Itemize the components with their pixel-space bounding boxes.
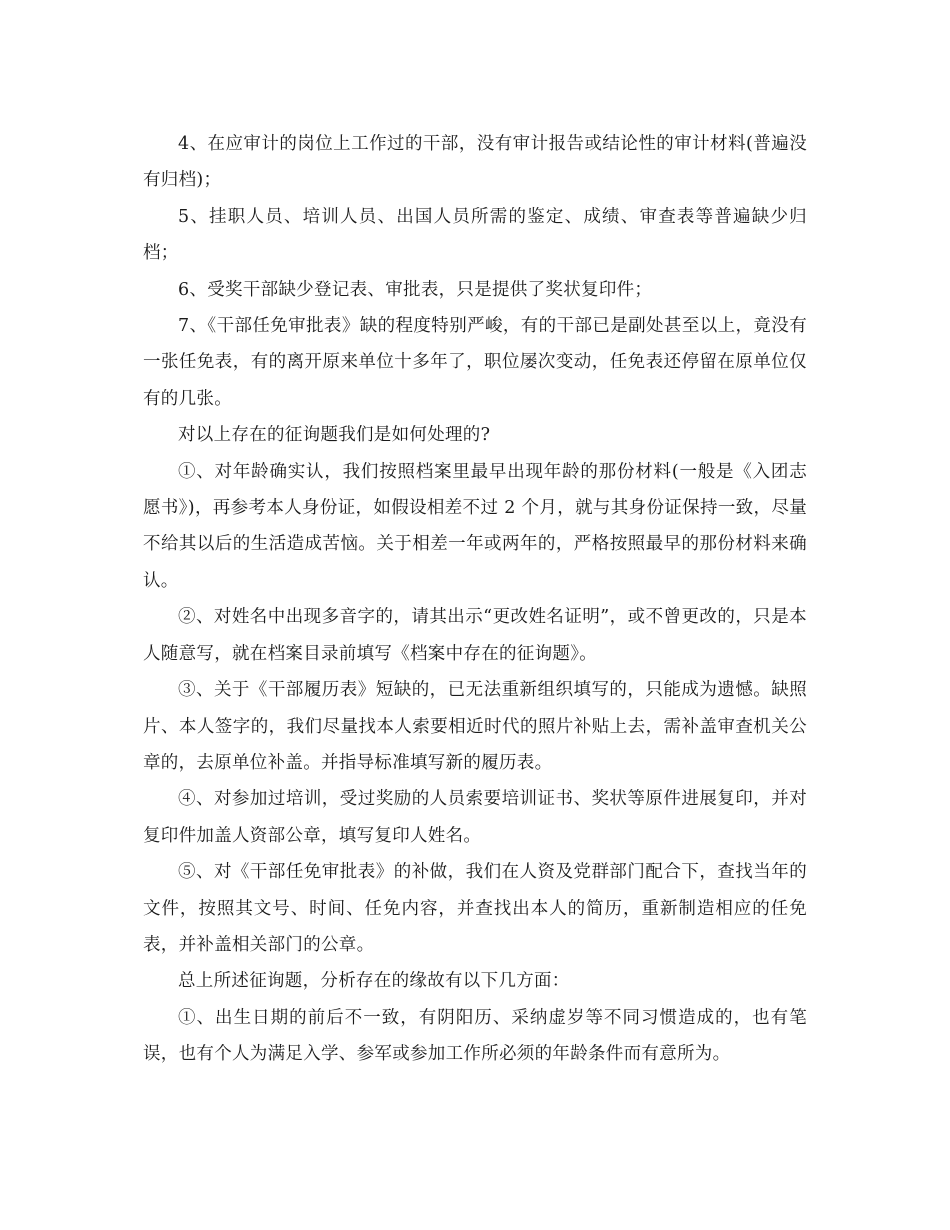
paragraph-measure-3: ③、关于《干部履历表》短缺的，已无法重新组织填写的，只能成为遗憾。缺照片、本人签字的，我们尽量找本人索要相近时代的照片补贴上去，需补盖审查机关公章的，去原单位补盖。并指导标准填写新的履历表。 [143,680,807,773]
paragraph-measure-2: ②、对姓名中出现多音字的，请其出示“更改姓名证明”，或不曾更改的，只是本人随意写，就在档案目录前填写《档案中存在的征询题》。 [143,607,807,664]
paragraph-reason-1: ①、出生日期的前后不一致，有阴阳历、采纳虚岁等不同习惯造成的，也有笔误，也有个人为满足入学、参军或参加工作所必须的年龄条件而有意所为。 [143,1007,807,1065]
paragraph-measure-4: ④、对参加过培训，受过奖励的人员索要培训证书、奖状等原件进展复印，并对复印件加盖人资部公章，填写复印人姓名。 [143,789,807,846]
document-body [143,126,807,1073]
paragraph-item-7: 7、《干部任免审批表》缺的程度特别严峻，有的干部已是副处甚至以上，竟没有一张任免表，有的离开原来单位十多年了，职位屡次变动，任免表还停留在原单位仅有的几张。 [143,316,807,409]
paragraph-item-6: 6、受奖干部缺少登记表、审批表，只是提供了奖状复印件； [178,279,653,300]
paragraph-summary: 总上所述征询题，分析存在的缘故有以下几方面： [178,971,570,992]
paragraph-item-4: 4、在应审计的岗位上工作过的干部，没有审计报告或结论性的审计材料(普遍没有归档)； [143,134,807,191]
paragraph-question: 对以上存在的征询题我们是如何处理的? [178,425,491,446]
paragraph-measure-1: ①、对年龄确实认，我们按照档案里最早出现年龄的那份材料(一般是《入团志愿书》)，再参考本人身份证，如假设相差不过 2 个月，就与其身份证保持一致，尽量不给其以后的生活造成苦恼。关于相差一年或两年的，严格按照最早的那份材料来确认。 [143,461,807,591]
paragraph-measure-5: ⑤、对《干部任免审批表》的补做，我们在人资及党群部门配合下，查找当年的文件，按照其文号、时间、任免内容，并查找出本人的简历，重新制造相应的任免表，并补盖相关部门的公章。 [143,862,807,955]
paragraph-item-5: 5、挂职人员、培训人员、出国人员所需的鉴定、成绩、审查表等普遍缺少归档； [143,206,807,264]
